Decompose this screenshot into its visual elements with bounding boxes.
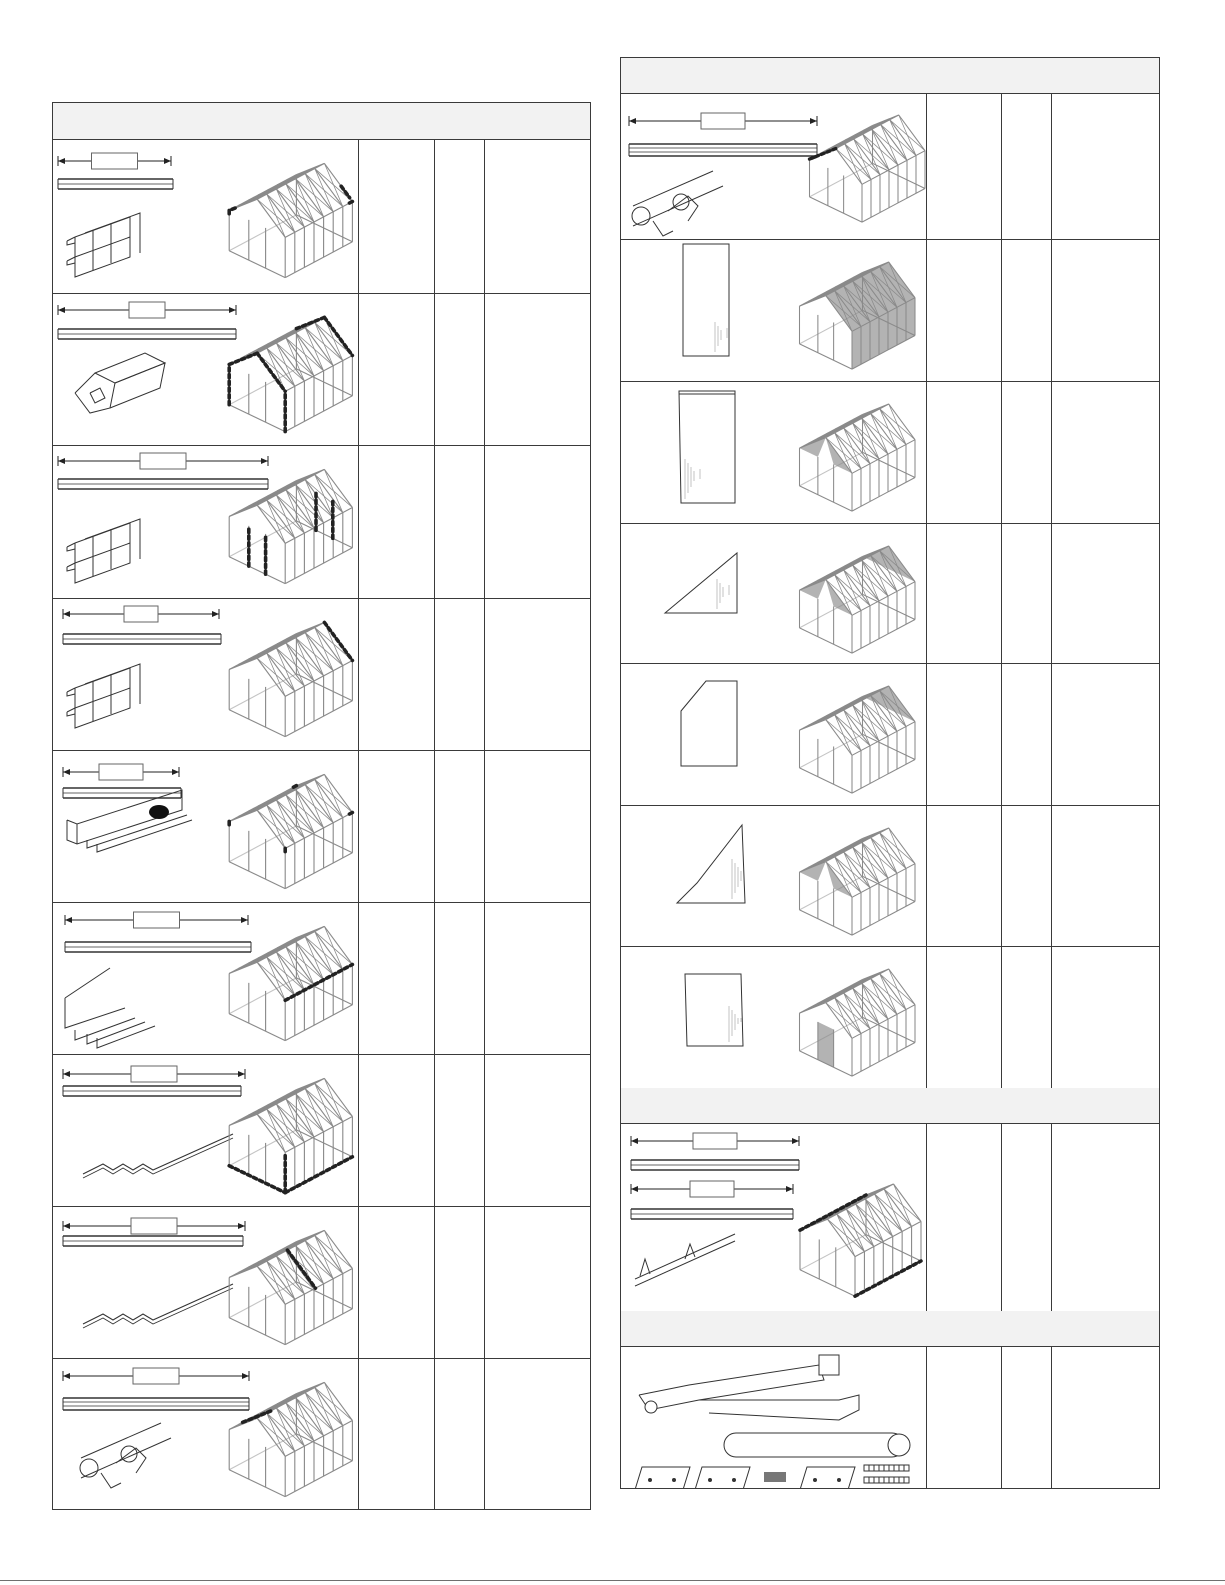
part-illustration-cell <box>53 1206 359 1358</box>
part-illustration-cell <box>53 445 359 598</box>
medium-panel-icon <box>679 391 735 503</box>
part-illustration-cell <box>621 381 927 523</box>
description-cell <box>1052 946 1159 1088</box>
right-table-row <box>621 946 1159 1089</box>
hexagonal-frame-profile-icon <box>75 353 165 413</box>
part-illustration-cell <box>621 239 927 381</box>
small-panel-icon <box>685 974 743 1046</box>
right-table-row <box>621 239 1159 382</box>
quantity-cell <box>1002 381 1052 523</box>
greenhouse-frame-icon <box>800 1184 921 1296</box>
part-number-cell <box>359 1358 435 1509</box>
dimension-arrow-icon <box>631 1181 793 1197</box>
greenhouse-frame-icon <box>229 163 352 277</box>
left-table-row <box>53 1054 590 1207</box>
description-cell <box>1052 663 1159 805</box>
part-number-cell <box>359 445 435 598</box>
left-table-row <box>53 750 590 903</box>
description-cell <box>1052 1347 1159 1488</box>
dimension-arrow-icon <box>63 606 219 622</box>
description-cell <box>485 750 590 902</box>
left-table-row <box>53 445 590 599</box>
corrugated-profile-icon <box>83 1134 233 1178</box>
greenhouse-frame-icon <box>810 115 926 222</box>
part-number-cell <box>927 1124 1002 1311</box>
greenhouse-frame-icon <box>229 774 352 888</box>
right-parts-table <box>620 57 1160 1489</box>
part-illustration-cell <box>53 293 359 445</box>
quantity-cell <box>435 139 485 293</box>
greenhouse-frame-icon <box>229 1382 352 1496</box>
greenhouse-frame-icon <box>800 828 916 935</box>
left-table-row <box>53 1358 590 1509</box>
left-table-row <box>53 139 590 294</box>
part-illustration-cell <box>53 902 359 1054</box>
quantity-cell <box>1002 1124 1052 1311</box>
part-illustration-cell <box>53 139 359 293</box>
trapezoid-panel-icon <box>681 681 737 766</box>
greenhouse-frame-icon <box>800 262 916 369</box>
part-illustration-cell <box>621 946 927 1088</box>
profile-bar-icon <box>63 1236 243 1246</box>
profile-bar-icon <box>63 634 221 644</box>
greenhouse-frame-icon <box>800 686 916 793</box>
part-number-cell <box>927 523 1002 663</box>
description-cell <box>485 1206 590 1358</box>
greenhouse-frame-icon <box>229 317 352 431</box>
part-number-cell <box>359 1054 435 1206</box>
left-table-row <box>53 1206 590 1359</box>
dimension-arrow-icon <box>63 1066 245 1082</box>
quantity-cell <box>435 293 485 445</box>
quantity-cell <box>435 445 485 598</box>
quantity-cell <box>1002 663 1052 805</box>
description-cell <box>485 445 590 598</box>
window-opener-kit-icon <box>634 1355 910 1488</box>
quantity-cell <box>435 902 485 1054</box>
left-parts-table <box>52 102 591 1510</box>
part-illustration-cell <box>621 1124 927 1311</box>
profile-bar-icon <box>63 1398 249 1410</box>
profile-bar-icon <box>58 479 268 489</box>
base-rail-icon <box>635 1234 735 1286</box>
part-number-cell <box>359 139 435 293</box>
part-illustration-cell <box>53 750 359 902</box>
greenhouse-frame-icon <box>800 404 916 511</box>
part-illustration-cell <box>621 94 927 239</box>
part-number-cell <box>359 1206 435 1358</box>
tall-panel-icon <box>683 244 729 356</box>
dimension-arrow-icon <box>58 302 236 318</box>
quantity-cell <box>1002 94 1052 239</box>
description-cell <box>1052 94 1159 239</box>
description-cell <box>485 1358 590 1509</box>
profile-bar-icon <box>58 179 173 189</box>
profile-bar-icon <box>65 942 251 952</box>
left-table-row <box>53 902 590 1055</box>
part-number-cell <box>927 1347 1002 1488</box>
part-illustration-cell <box>53 1054 359 1206</box>
quantity-cell <box>435 1206 485 1358</box>
part-number-cell <box>927 94 1002 239</box>
part-number-cell <box>927 381 1002 523</box>
greenhouse-frame-icon <box>229 622 352 736</box>
ridge-profile-icon <box>67 790 192 852</box>
description-cell <box>485 902 590 1054</box>
greenhouse-frame-icon <box>229 1230 352 1344</box>
description-cell <box>485 293 590 445</box>
dimension-arrow-icon <box>58 153 171 169</box>
profile-bar-icon <box>63 1086 241 1096</box>
greenhouse-frame-icon <box>229 926 352 1040</box>
eave-profile-icon <box>65 968 155 1048</box>
part-number-cell <box>927 663 1002 805</box>
quantity-cell <box>1002 523 1052 663</box>
quantity-cell <box>435 598 485 750</box>
right-table-row <box>621 663 1159 806</box>
profile-bar-icon <box>629 144 817 156</box>
right-table-row <box>621 1124 1159 1312</box>
footer-rule <box>0 1580 1225 1581</box>
round-profile-icon <box>632 171 723 236</box>
quantity-cell <box>1002 1347 1052 1488</box>
dimension-arrow-icon <box>58 453 268 469</box>
quantity-cell <box>1002 239 1052 381</box>
left-table-row <box>53 293 590 446</box>
part-number-cell <box>927 805 1002 946</box>
part-illustration-cell <box>621 523 927 663</box>
part-number-cell <box>927 946 1002 1088</box>
part-illustration-cell <box>53 598 359 750</box>
description-cell <box>1052 381 1159 523</box>
part-number-cell <box>359 902 435 1054</box>
description-cell <box>1052 239 1159 381</box>
quantity-cell <box>435 1054 485 1206</box>
description-cell <box>485 139 590 293</box>
profile-bar-icon <box>631 1160 799 1170</box>
part-number-cell <box>927 239 1002 381</box>
left-table-row <box>53 598 590 751</box>
greenhouse-frame-icon <box>229 1078 352 1192</box>
part-illustration-cell <box>621 805 927 946</box>
quantity-cell <box>435 750 485 902</box>
triangle-panel-icon <box>665 553 737 613</box>
part-number-cell <box>359 598 435 750</box>
right-table-row <box>621 94 1159 240</box>
dimension-arrow-icon <box>63 1368 249 1384</box>
greenhouse-frame-icon <box>800 546 916 653</box>
corrugated-profile-icon <box>83 1284 233 1328</box>
square-frame-profile-icon <box>67 664 140 728</box>
greenhouse-frame-icon <box>800 969 916 1076</box>
dimension-arrow-icon <box>631 1133 799 1149</box>
part-number-cell <box>359 293 435 445</box>
right-table-row <box>621 805 1159 947</box>
dimension-arrow-icon <box>63 764 179 780</box>
description-cell <box>485 1054 590 1206</box>
right-section-header <box>621 1311 1159 1347</box>
profile-bar-icon <box>58 329 236 339</box>
profile-bar-icon <box>631 1209 793 1219</box>
quantity-cell <box>1002 946 1052 1088</box>
right-section-header <box>621 1088 1159 1124</box>
part-illustration-cell <box>621 663 927 805</box>
round-profile-icon <box>80 1423 171 1488</box>
dimension-arrow-icon <box>63 1218 245 1234</box>
square-frame-profile-icon <box>67 519 140 583</box>
quantity-cell <box>435 1358 485 1509</box>
part-number-cell <box>359 750 435 902</box>
quantity-cell <box>1002 805 1052 946</box>
greenhouse-frame-icon <box>229 469 352 583</box>
dimension-arrow-icon <box>629 113 817 129</box>
description-cell <box>1052 1124 1159 1311</box>
right-table-row <box>621 1347 1159 1488</box>
description-cell <box>1052 523 1159 663</box>
left-table-header <box>53 103 590 140</box>
right-table-row <box>621 381 1159 524</box>
square-frame-profile-icon <box>67 213 140 277</box>
part-illustration-cell <box>621 1347 927 1488</box>
description-cell <box>1052 805 1159 946</box>
right-section-header <box>621 58 1159 94</box>
dimension-arrow-icon <box>65 912 248 928</box>
part-illustration-cell <box>53 1358 359 1509</box>
description-cell <box>485 598 590 750</box>
angled-panel-icon <box>677 825 745 903</box>
right-table-row <box>621 523 1159 664</box>
